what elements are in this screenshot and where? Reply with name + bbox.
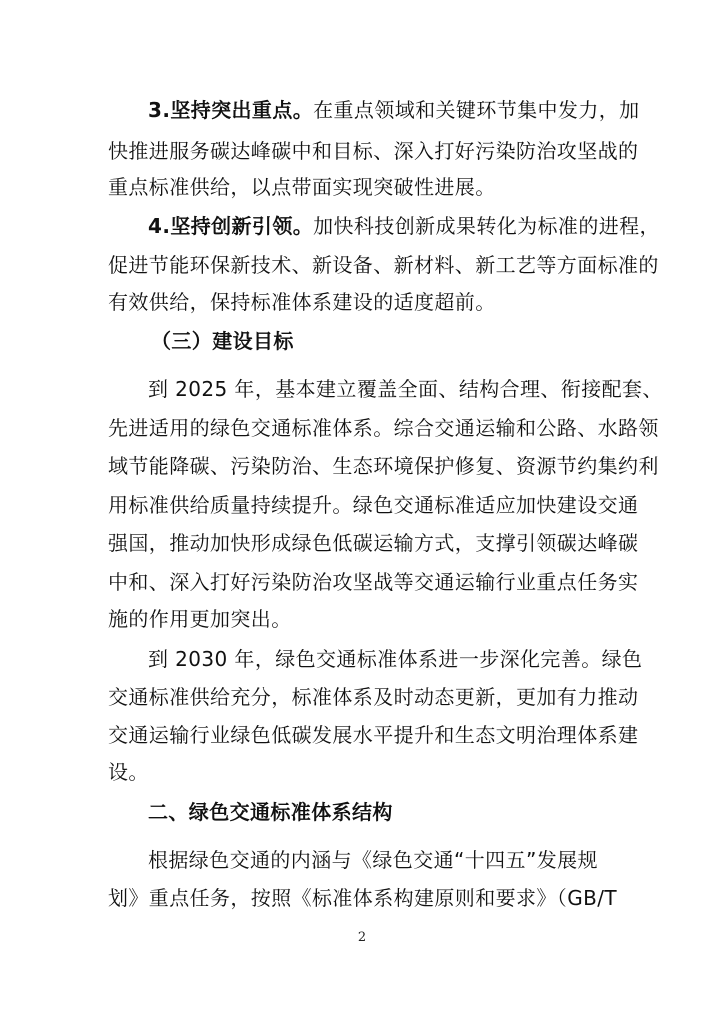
paragraph-text: 在重点领域和关键环节集中发力，加 [313,98,640,122]
paragraph-line: 交通运输行业绿色低碳发展水平提升和生态文明治理体系建 [108,723,639,747]
paragraph-line: 交通标准供给充分，标准体系及时动态更新，更加有力推动 [108,685,639,709]
section-subheading: （三）建设目标 [151,329,294,353]
paragraph-line [148,95,688,125]
paragraph-line: 域节能降碳、污染防治、生态环境保护修复、资源节约集约利 [108,454,659,478]
paragraph-line: 先进适用的绿色交通标准体系。综合交通运输和公路、水路领 [108,416,659,440]
paragraph-line: 设。 [108,760,149,784]
paragraph-line: 到 2025 年，基本建立覆盖全面、结构合理、衔接配套、 [148,377,663,401]
paragraph-line: 强国，推动加快形成绿色低碳运输方式，支撑引领碳达峰碳 [108,531,639,555]
paragraph-line: 划》重点任务，按照《标准体系构建原则和要求》（GB/T [108,886,617,910]
principle-heading: 4.坚持创新引领。 [148,214,314,238]
section-heading: 二、绿色交通标准体系结构 [148,800,393,824]
paragraph-line: 快推进服务碳达峰碳中和目标、深入打好污染防治攻坚战的 [108,139,639,163]
principle-heading: 3.坚持突出重点。 [148,98,314,122]
page-number: 2 [357,930,367,945]
paragraph-line: 重点标准供给，以点带面实现突破性进展。 [108,175,496,199]
paragraph-line: 用标准供给质量持续提升。绿色交通标准适应加快建设交通 [108,493,639,517]
paragraph-line: 促进节能环保新技术、新设备、新材料、新工艺等方面标准的 [108,253,659,277]
paragraph-text: 加快科技创新成果转化为标准的进程， [313,214,660,238]
paragraph-line: 到 2030 年，绿色交通标准体系进一步深化完善。绿色 [148,647,643,671]
paragraph-line [148,211,688,241]
paragraph-line: 中和、深入打好污染防治攻坚战等交通运输行业重点任务实 [108,570,639,594]
paragraph-line: 有效供给，保持标准体系建设的适度超前。 [108,290,496,314]
paragraph-line: 施的作用更加突出。 [108,607,292,631]
paragraph-line: 根据绿色交通的内涵与《绿色交通“十四五”发展规 [148,848,598,872]
